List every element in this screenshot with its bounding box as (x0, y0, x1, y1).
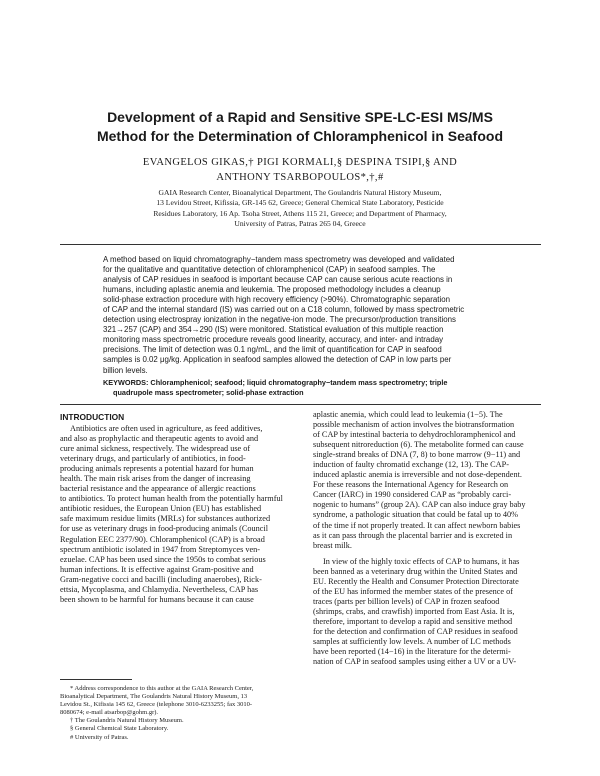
title-line: Development of a Rapid and Sensitive SPE-LC-ESI MS/MS (107, 109, 493, 125)
abstract-line: solid-phase extraction procedure with high recovery efficiency (>90%). Chromatographic separation (103, 295, 451, 305)
body-line: have been reported (14−16) in the literature for the determi- (313, 647, 511, 657)
abstract-line: billion levels. (103, 365, 148, 375)
author-list (60, 155, 540, 185)
footnote-line: # University of Patras. (70, 733, 129, 741)
body-line: producing animals represents a potential hazard for human (60, 464, 254, 474)
body-line: Antibiotics are often used in agriculture, as feed additives, (70, 424, 263, 433)
body-line: spectrum antibiotic isolated in 1947 from Streptomyces ven- (60, 544, 261, 554)
keywords-line: quadrupole mass spectrometer; solid-phase extraction (113, 388, 304, 398)
body-line: and also as prophylactic and therapeutic agents to avoid and (60, 434, 259, 444)
author-line: EVANGELOS GIKAS,† PIGI KORMALI,§ DESPINA TSIPI,§ AND (142, 157, 458, 168)
body-line: for the detection and confirmation of CAP residues in seafood (313, 626, 518, 636)
body-line: samples at sufficiently low levels. A number of LC methods (313, 637, 511, 647)
body-line: antibiotic residues, the European Union (EU) has established (60, 504, 262, 514)
right-column-text (313, 410, 553, 667)
keywords-line: KEYWORDS: Chloramphenicol; seafood; liquid chromatography−tandem mass spectrometry; triple (103, 378, 448, 387)
footnote-line: § General Chemical State Laboratory. (70, 725, 169, 733)
affiliation-line: 13 Levidou Street, Kifissia, GR-145 62, Greece; General Chemical State Laboratory, Pesticide (156, 198, 444, 208)
author-line: ANTHONY TSARBOPOULOS*,†,# (216, 172, 384, 183)
body-line: as it can pass through the placental barrier and is excreted in (313, 530, 513, 540)
keywords (103, 378, 513, 399)
body-line: of CAP by intestinal bacteria to dehydrochloramphenicol and (313, 430, 516, 440)
body-line: been banned as a veterinary drug within the United States and (313, 566, 518, 576)
footnotes (60, 685, 295, 742)
footnote-line: Levidou St., Kifissia 145 62, Greece (telephone 3010-6233255; fax 3010- (60, 701, 253, 709)
body-line: nogenic to humans” (group 2A). CAP can also induce gray baby (313, 500, 526, 510)
footnote-line: † The Goulandris Natural History Museum. (70, 717, 184, 725)
body-line: safe maximum residue limits (MRLs) for substances authorized (60, 514, 271, 524)
body-line: veterinary drugs, and particularly of antibiotics, in food- (60, 454, 246, 464)
body-line: induction of faulty chromatid exchange (12, 13). The CAP- (313, 460, 509, 470)
body-line: Cancer (IARC) in 1990 considered CAP as “probably carci- (313, 490, 512, 500)
abstract-line: of CAP and the internal standard (IS) was carried out on a C18 column, followed by mass spectrometric (103, 305, 465, 315)
footnote-line: * Address correspondence to this author at the GAIA Research Center, (70, 685, 254, 692)
left-column-text (60, 424, 295, 605)
body-line: aplastic anemia, which could lead to leukemia (1−5). The (313, 410, 503, 419)
abstract-line: analysis of CAP residues in seafood is important because CAP can cause serious acute reactions in (103, 275, 453, 285)
body-line: ettsia, Mycoplasma, and Chlamydia. Nevertheless, CAP has (60, 584, 259, 594)
body-line: ezuelae. CAP has been used since the 1950s to combat serious (60, 554, 266, 564)
body-line: therefore, important to develop a rapid and sensitive method (313, 616, 513, 626)
body-line: Regulation EEC 2377/90). Chloramphenicol (CAP) is a broad (60, 534, 265, 544)
body-line: to antibiotics. To protect human health from the potentially harmful (60, 494, 283, 504)
body-line: breast milk. (313, 540, 352, 550)
body-line: bacterial resistance and the appearance of allergic reactions (60, 484, 256, 494)
body-line: of the EU has informed the member states of the presence of (313, 586, 513, 596)
body-line: for use as veterinary drugs in food-producing animals (Council (60, 524, 269, 534)
body-line: cure animal sickness, respectively. The widespread use of (60, 444, 251, 454)
abstract-line: precisions. The limit of detection was 0.1 ng/mL, and the limit of quantification for CAP in seafood (103, 345, 442, 355)
abstract-line: 321→257 (CAP) and 354→290 (IS) were monitored. Statistical evaluation of this multiple reaction (103, 325, 444, 335)
body-line: For these reasons the International Agency for Research on (313, 480, 509, 490)
body-line: EU. Recently the Health and Consumer Protection Directorate (313, 576, 519, 586)
affiliation-line: GAIA Research Center, Bioanalytical Department, The Goulandris Natural History Museum, (158, 188, 442, 197)
footnote-line: 8080674; e-mail atsarbop@gohm.gr). (60, 709, 159, 717)
body-line: possible mechanism of action involves the biotransformation (313, 420, 515, 430)
body-line: induced aplastic anemia is irreversible and not dose-dependent. (313, 470, 522, 480)
keywords-bottom-rule (60, 404, 541, 405)
body-line: health. The main risk arises from the danger of increasing (60, 474, 251, 484)
abstract-top-rule (60, 244, 541, 245)
affiliations (80, 188, 520, 230)
section-heading-introduction: INTRODUCTION (60, 412, 125, 422)
body-line: (shrimps, crabs, and crawfish) imported from East Asia. It is, (313, 606, 515, 616)
body-line: Gram-negative cocci and bacilli (including anaerobes), Rick- (60, 574, 262, 584)
abstract-line: samples is 0.02 μg/kg. Application in seafood samples allowed the detection of CAP in low parts per (103, 355, 452, 365)
affiliation-line: University of Patras, Patras 265 04, Greece (234, 219, 366, 229)
body-line: subsequent nitroreduction (6). The metabolite formed can cause (313, 440, 524, 450)
footnote-line: Bioanalytical Department, The Goulandris Natural History Museum, 13 (60, 693, 248, 701)
body-line: of the time if not properly treated. It can affect newborn babies (313, 520, 521, 530)
body-line: human infections. It is effective against Gram-positive and (60, 564, 254, 574)
title-line: Method for the Determination of Chloramphenicol in Seafood (96, 128, 503, 144)
body-line: nation of CAP in seafood samples using either a UV or a UV- (313, 657, 517, 667)
affiliation-line: Residues Laboratory, 16 Ap. Tsoha Street, Athens 115 21, Greece; and Department of Pharmacy, (153, 208, 447, 218)
footnote-rule (60, 679, 132, 680)
body-line: syndrome, a pathologic situation that could be fatal up to 40% (313, 510, 519, 520)
abstract-line: detection using electrospray ionization in the negative-ion mode. The precursor/production transitions (103, 315, 456, 325)
body-line: single-strand breaks of DNA (7, 8) to bone marrow (9−11) and (313, 450, 521, 460)
paper-title (60, 108, 540, 146)
body-line: traces (parts per billion levels) of CAP in frozen seafood (313, 596, 500, 606)
body-line: been shown to be harmful for humans because it can cause (60, 594, 254, 604)
abstract-line: A method based on liquid chromatography−tandem mass spectrometry was developed and validated (103, 255, 455, 264)
abstract-line: humans, including aplastic anemia and leukemia. The proposed methodology includes a cleanup (103, 285, 441, 295)
body-line: In view of the highly toxic effects of CAP to humans, it has (323, 556, 520, 566)
abstract (103, 255, 511, 376)
abstract-line: monitoring mass spectrometric procedure reveals good linearity, accuracy, and inter- and intraday (103, 335, 444, 345)
abstract-line: for the qualitative and quantitative detection of chloramphenicol (CAP) in seafood samples. The (103, 265, 436, 275)
